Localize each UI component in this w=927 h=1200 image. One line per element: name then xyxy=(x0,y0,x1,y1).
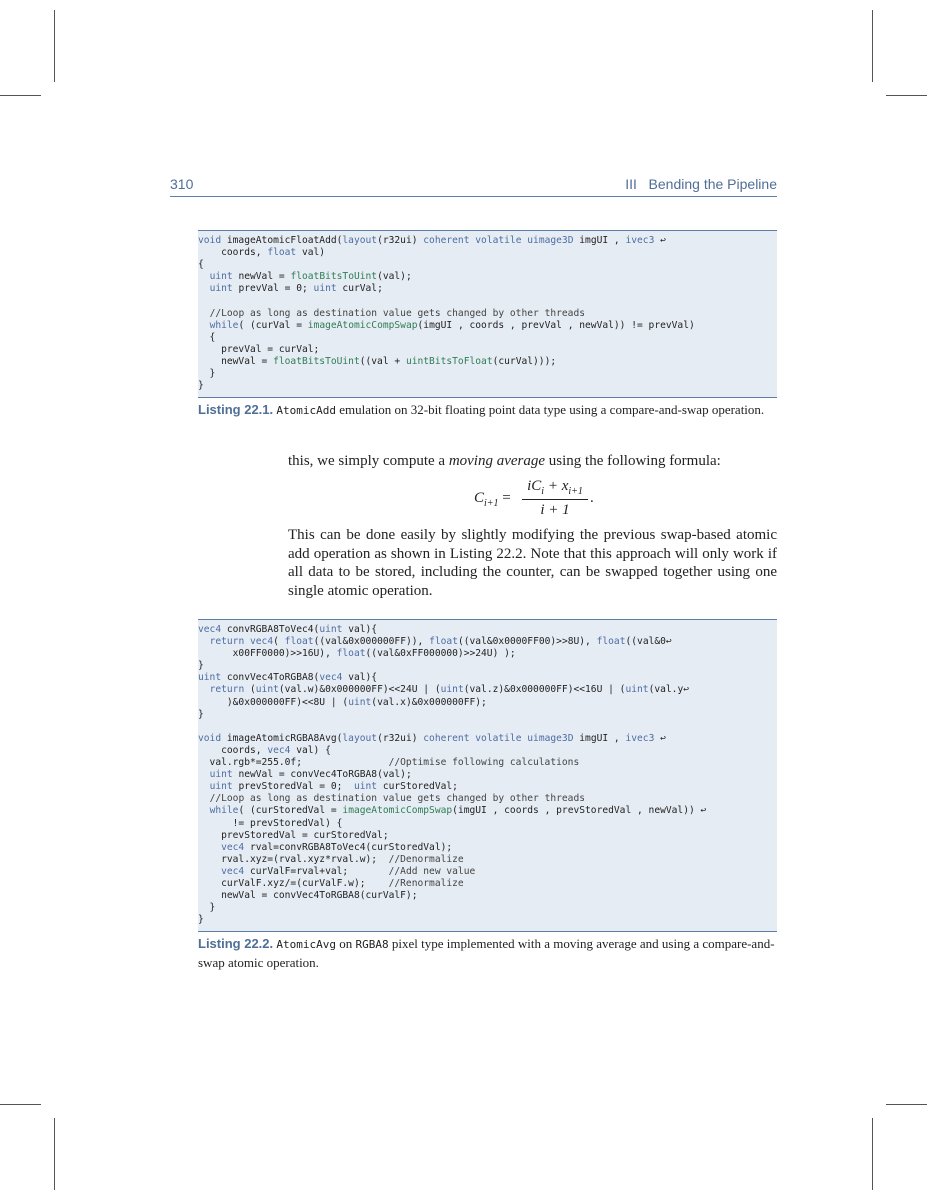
code-line: uint prevStoredVal = 0; uint curStoredVal; xyxy=(209,781,458,793)
code-line: return (uint(val.w)&0x000000FF)<<24U | (uint(val.z)&0x000000FF)<<16U | (uint(val.y↩ xyxy=(209,684,690,696)
code-line: curValF.xyz/=(curValF.w); //Renormalize xyxy=(198,877,464,889)
body-paragraph: This can be done easily by slightly modifying the previous swap-based atomic add operation as shown in Listing 22.2. Note that this approach will only work if all data to be stored, including the counter, can be swapped together using one single atomic operation. xyxy=(288,527,777,599)
code-line xyxy=(198,721,777,733)
code-line: uint convVec4ToRGBA8(vec4 val){ xyxy=(198,672,378,684)
code-line: newVal = convVec4ToRGBA8(curValF); xyxy=(198,890,418,902)
code-line: } xyxy=(198,902,216,914)
code-line: } xyxy=(198,380,204,392)
caption-code-term: RGBA8 xyxy=(355,938,389,951)
crop-mark xyxy=(872,10,873,82)
code-line: prevVal = curVal; xyxy=(198,343,320,355)
code-line: != prevStoredVal) { xyxy=(198,817,343,829)
code-line: uint prevVal = 0; uint curVal; xyxy=(209,283,383,295)
code-line: } xyxy=(198,708,204,720)
caption-text: emulation on 32-bit floating point data type using a compare-and-swap operation. xyxy=(336,402,765,417)
running-head xyxy=(170,176,777,197)
formula-numerator-a-sub: i xyxy=(541,486,545,497)
formula-period: . xyxy=(590,490,594,506)
code-line: newVal = floatBitsToUint((val + uintBitsToFloat(curVal))); xyxy=(198,355,557,367)
crop-mark xyxy=(54,10,55,82)
caption-label: Listing 22.2. xyxy=(198,936,274,951)
listing-2-caption xyxy=(198,935,777,972)
code-listing-1 xyxy=(198,230,777,398)
code-line: { xyxy=(198,259,204,271)
formula-denominator: i + 1 xyxy=(540,502,570,518)
code-line: )&0x000000FF)<<8U | (uint(val.x)&0x000000FF); xyxy=(198,696,487,708)
crop-mark xyxy=(54,1118,55,1190)
caption-code-term: AtomicAdd xyxy=(276,404,336,417)
code-line: return vec4( float((val&0x000000FF)), float((val&0x0000FF00)>>8U), float((val&0↩ xyxy=(209,636,672,648)
code-line: coords, vec4 val) { xyxy=(198,744,331,756)
fraction-bar xyxy=(522,499,588,500)
code-line: void imageAtomicFloatAdd(layout(r32ui) coherent volatile uimage3D imgUI , ivec3 ↩ xyxy=(198,235,666,246)
caption-label: Listing 22.1. xyxy=(198,402,274,417)
code-line: x00FF0000)>>16U), float((val&0xFF000000)>>24U) ); xyxy=(198,648,516,660)
page-number: 310 xyxy=(170,176,194,192)
caption-text: pixel type implemented with a moving average and using a compare-and-swap atomic operation. xyxy=(198,936,775,970)
code-line: uint newVal = floatBitsToUint(val); xyxy=(209,271,412,283)
code-line: while( (curVal = imageAtomicCompSwap(imgUI , coords , prevVal , newVal)) != prevVal) xyxy=(209,319,695,331)
code-line: //Loop as long as destination value gets changed by other threads xyxy=(209,307,585,319)
code-line xyxy=(198,295,777,307)
code-line: { xyxy=(198,331,216,343)
formula-equals: = xyxy=(498,490,511,506)
code-line: uint newVal = convVec4ToRGBA8(val); xyxy=(209,769,412,781)
caption-code-term: AtomicAvg xyxy=(276,938,336,951)
chapter-title: III Bending the Pipeline xyxy=(625,176,777,192)
code-line: } xyxy=(198,660,204,672)
formula-lhs: C xyxy=(474,490,485,506)
crop-mark xyxy=(886,1104,927,1105)
code-line: vec4 curValF=rval+val; //Add new value xyxy=(221,865,476,877)
code-line: coords, float val) xyxy=(198,247,326,259)
formula-numerator-b: + x xyxy=(544,478,569,494)
intro-emphasis: moving average xyxy=(448,453,546,469)
formula-numerator-a: iC xyxy=(527,478,542,494)
formula-numerator-b-sub: i+1 xyxy=(568,486,583,497)
formula-fraction xyxy=(522,478,588,519)
crop-mark xyxy=(886,95,927,96)
listing-1-caption xyxy=(198,401,777,420)
code-line: void imageAtomicRGBA8Avg(layout(r32ui) coherent volatile uimage3D imgUI , ivec3 ↩ xyxy=(198,732,666,744)
code-line: vec4 convRGBA8ToVec4(uint val){ xyxy=(198,624,378,635)
crop-mark xyxy=(0,1104,41,1105)
intro-sentence xyxy=(288,452,777,471)
code-line: prevStoredVal = curStoredVal; xyxy=(198,829,389,841)
code-line: } xyxy=(198,368,216,380)
code-line: while( (curStoredVal = imageAtomicCompSwap(imgUI , coords , prevStoredVal , newVal)) ↩ xyxy=(209,805,707,817)
code-line: } xyxy=(198,914,204,926)
intro-text-end: using the following formula: xyxy=(545,453,721,469)
code-listing-2 xyxy=(198,619,777,932)
code-line: val.rgb*=255.0f; //Optimise following calculations xyxy=(198,757,580,769)
intro-text: this, we simply compute a xyxy=(288,453,449,469)
code-line: vec4 rval=convRGBA8ToVec4(curStoredVal); xyxy=(221,841,453,853)
crop-mark xyxy=(0,95,41,96)
code-line: rval.xyz=(rval.xyz*rval.w); //Denormalize xyxy=(198,853,464,865)
code-line: //Loop as long as destination value gets changed by other threads xyxy=(209,793,585,805)
crop-mark xyxy=(872,1118,873,1190)
caption-text: on xyxy=(336,936,356,951)
formula-lhs-sub: i+1 xyxy=(484,498,499,509)
